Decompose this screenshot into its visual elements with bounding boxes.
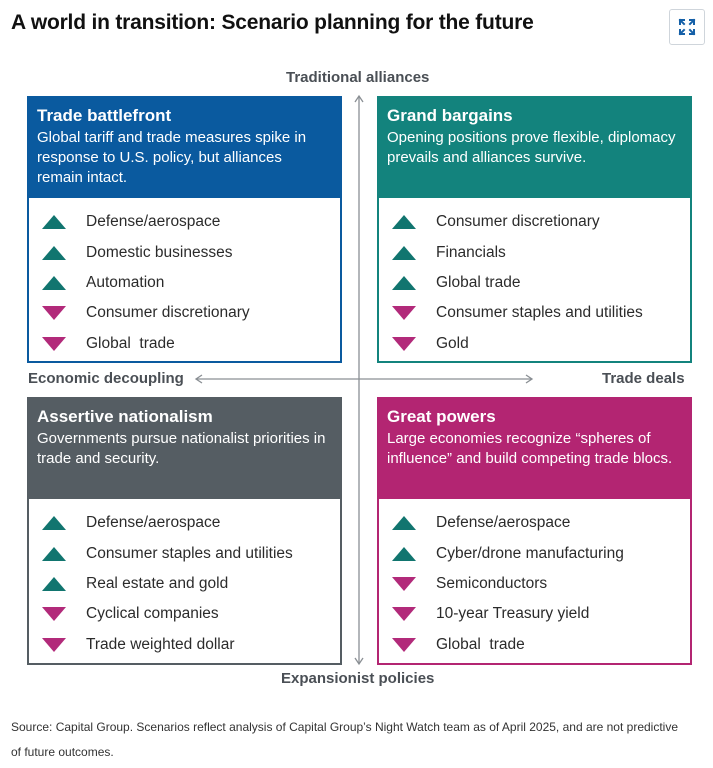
item-label: Defense/aerospace (86, 213, 221, 231)
arrow-up-icon (391, 515, 417, 531)
item-label: Defense/aerospace (436, 514, 571, 532)
arrow-down-icon (41, 336, 67, 352)
quadrant-list (29, 198, 340, 359)
arrow-down-icon (391, 305, 417, 321)
quadrant-title: Trade battlefront (37, 106, 172, 125)
list-item (29, 329, 340, 359)
item-label: Global trade (436, 273, 521, 291)
item-label: Gold (436, 334, 469, 352)
quadrant-list (379, 198, 690, 359)
arrow-down-icon (391, 637, 417, 653)
list-item (29, 538, 340, 568)
item-label: Domestic businesses (86, 243, 233, 261)
quadrant-trade-battlefront (27, 96, 342, 363)
item-label: Global trade (86, 334, 175, 352)
axis-label-left: Economic decoupling (28, 370, 184, 387)
quadrant-header (379, 399, 690, 499)
item-label: Financials (436, 243, 506, 261)
arrow-down-icon (391, 606, 417, 622)
axis-label-right: Trade deals (602, 370, 685, 387)
item-label: Cyclical companies (86, 605, 219, 623)
item-label: Real estate and gold (86, 574, 229, 592)
quadrant-header (29, 399, 340, 499)
list-item (379, 298, 690, 328)
quadrant-great-powers (377, 397, 692, 665)
list-item (379, 268, 690, 298)
arrow-up-icon (391, 546, 417, 562)
item-label: Consumer staples and utilities (436, 304, 643, 322)
quadrant-header (379, 98, 690, 198)
quadrant-description: Opening positions prove flexible, diplomacy prevails and alliances survive. (387, 129, 676, 166)
quadrant-title: Grand bargains (387, 106, 513, 125)
arrow-up-icon (41, 214, 67, 230)
arrow-up-icon (391, 245, 417, 261)
quadrant-description: Large economies recognize “spheres of influence” and build competing trade blocs. (387, 430, 673, 467)
quadrant-title: Assertive nationalism (37, 407, 213, 426)
item-label: Automation (86, 273, 165, 291)
list-item (29, 508, 340, 538)
quadrant-grand-bargains (377, 96, 692, 363)
item-label: Trade weighted dollar (86, 635, 235, 653)
quadrant-header (29, 98, 340, 198)
quadrant-assertive-nationalism (27, 397, 342, 665)
arrow-up-icon (41, 275, 67, 291)
arrow-down-icon (391, 576, 417, 592)
arrow-up-icon (41, 546, 67, 562)
item-label: Semiconductors (436, 574, 548, 592)
quadrant-description: Global tariff and trade measures spike in response to U.S. policy, but alliances remain intact. (37, 129, 307, 186)
axis-label-top: Traditional alliances (286, 69, 430, 86)
list-item (379, 538, 690, 568)
list-item (29, 268, 340, 298)
list-item (379, 508, 690, 538)
quadrant-list (379, 499, 690, 660)
item-label: Consumer discretionary (86, 304, 250, 322)
quadrant-list (29, 499, 340, 660)
list-item (379, 569, 690, 599)
source-note: Source: Capital Group. Scenarios reflect analysis of Capital Group’s Night Watch team as of April 2025, and are not predictive of future outcomes. (11, 720, 679, 759)
item-label: Consumer discretionary (436, 213, 600, 231)
item-label: Cyber/drone manufacturing (436, 544, 624, 562)
list-item (379, 329, 690, 359)
item-label: Global trade (436, 635, 525, 653)
arrow-down-icon (41, 637, 67, 653)
arrow-up-icon (391, 275, 417, 291)
list-item (29, 630, 340, 660)
list-item (379, 237, 690, 267)
list-item (29, 569, 340, 599)
quadrant-description: Governments pursue nationalist priorities in trade and security. (37, 430, 326, 467)
arrow-up-icon (41, 515, 67, 531)
axis-label-bottom: Expansionist policies (281, 670, 435, 687)
chart-title: A world in transition: Scenario planning for the future (11, 11, 534, 34)
list-item (379, 207, 690, 237)
list-item (29, 207, 340, 237)
arrow-up-icon (391, 214, 417, 230)
arrow-down-icon (391, 336, 417, 352)
item-label: Defense/aerospace (86, 514, 221, 532)
list-item (379, 630, 690, 660)
quadrant-title: Great powers (387, 407, 496, 426)
list-item (29, 599, 340, 629)
item-label: 10-year Treasury yield (436, 605, 590, 623)
list-item (29, 298, 340, 328)
list-item (379, 599, 690, 629)
arrow-up-icon (41, 245, 67, 261)
arrow-down-icon (41, 606, 67, 622)
item-label: Consumer staples and utilities (86, 544, 293, 562)
arrow-up-icon (41, 576, 67, 592)
arrow-down-icon (41, 305, 67, 321)
list-item (29, 237, 340, 267)
